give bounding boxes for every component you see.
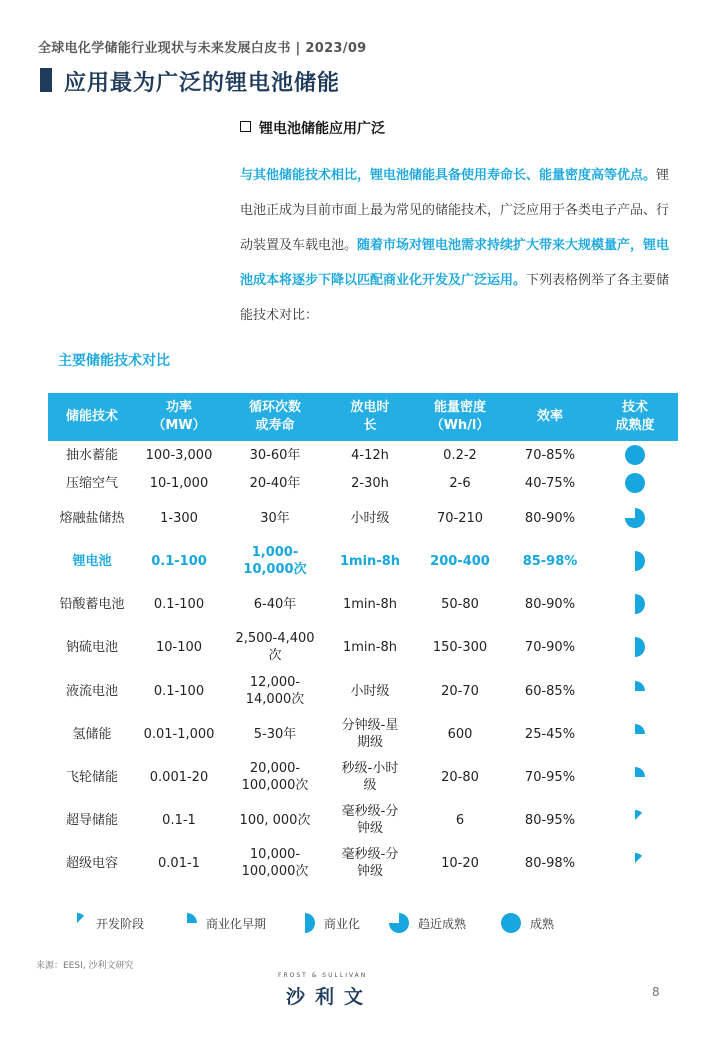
cell-density: 150-300 bbox=[432, 639, 488, 655]
maturity-pie-icon bbox=[624, 680, 646, 702]
maturity-pie-icon bbox=[624, 472, 646, 494]
table-row bbox=[48, 713, 678, 755]
cell-cycles: 1,000- 10,000次 bbox=[243, 545, 307, 577]
cell-duration: 1min-8h bbox=[343, 596, 397, 612]
cell-duration: 4-12h bbox=[351, 447, 389, 463]
header-duration: 放电时 长 bbox=[328, 393, 412, 441]
cell-efficiency: 70-90% bbox=[524, 639, 576, 655]
title-accent-bar bbox=[40, 68, 52, 92]
cell-cycles: 2,500-4,400 次 bbox=[235, 631, 315, 663]
page-title: 应用最为广泛的锂电池储能 bbox=[64, 71, 341, 96]
cell-duration: 小时级 bbox=[350, 510, 390, 526]
cell-efficiency: 60-85% bbox=[524, 683, 576, 699]
report-title: 全球电化学储能行业现状与未来发展白皮书 | 2023/09 bbox=[38, 41, 367, 56]
cell-maturity bbox=[592, 539, 678, 583]
maturity-pie-icon bbox=[624, 444, 646, 466]
cell-power: 0.1-100 bbox=[153, 596, 205, 612]
legend-label: 开发阶段 bbox=[96, 916, 145, 931]
cell-density: 10-20 bbox=[441, 855, 479, 871]
cell-cycles: 20,000- 100,000次 bbox=[241, 761, 309, 793]
cell-maturity bbox=[592, 841, 678, 885]
cell-power: 0.1-100 bbox=[151, 553, 207, 569]
cell-power: 100-3,000 bbox=[145, 447, 213, 463]
cell-maturity bbox=[592, 799, 678, 841]
cell-power: 0.01-1,000 bbox=[143, 726, 215, 742]
cell-efficiency: 40-75% bbox=[524, 475, 576, 491]
cell-efficiency: 70-85% bbox=[524, 447, 576, 463]
header-tech: 储能技术 bbox=[48, 393, 136, 441]
logo: 沙利文 bbox=[286, 986, 374, 1008]
table-row bbox=[48, 497, 678, 539]
maturity-legend bbox=[66, 912, 666, 938]
cell-maturity bbox=[592, 669, 678, 713]
cell-tech: 氢储能 bbox=[72, 726, 112, 742]
maturity-pie-icon bbox=[624, 550, 646, 572]
cell-duration: 1min-8h bbox=[343, 639, 397, 655]
legend-item bbox=[388, 912, 466, 934]
cell-maturity bbox=[592, 497, 678, 539]
legend-label: 成熟 bbox=[530, 916, 555, 931]
intro-paragraph bbox=[240, 158, 680, 333]
cell-duration: 分钟级-星 期级 bbox=[341, 718, 399, 750]
cell-duration: 毫秒级-分 钟级 bbox=[341, 804, 399, 836]
header-cycles: 循环次数 或寿命 bbox=[222, 393, 328, 441]
section-heading bbox=[240, 118, 385, 138]
table-row bbox=[48, 539, 678, 583]
cell-power: 10-1,000 bbox=[149, 475, 209, 491]
cell-tech: 超级电容 bbox=[65, 855, 118, 871]
cell-maturity bbox=[592, 713, 678, 755]
header-efficiency: 效率 bbox=[508, 393, 592, 441]
cell-duration: 秒级-小时 级 bbox=[341, 761, 399, 793]
cell-density: 70-210 bbox=[436, 510, 484, 526]
cell-tech: 熔融盐储热 bbox=[59, 510, 125, 526]
cell-cycles: 12,000- 14,000次 bbox=[245, 675, 305, 707]
cell-efficiency: 25-45% bbox=[524, 726, 576, 742]
cell-density: 20-80 bbox=[441, 769, 479, 785]
legend-item bbox=[500, 912, 554, 934]
comparison-table bbox=[48, 393, 678, 885]
maturity-pie-icon bbox=[624, 766, 646, 788]
section-heading-text: 锂电池储能应用广泛 bbox=[259, 121, 385, 137]
cell-tech: 钠硫电池 bbox=[65, 639, 118, 655]
cell-cycles: 10,000- 100,000次 bbox=[241, 847, 309, 879]
cell-density: 0.2-2 bbox=[443, 447, 477, 463]
legend-label: 趋近成熟 bbox=[418, 916, 467, 931]
cell-efficiency: 85-98% bbox=[522, 553, 578, 569]
cell-tech: 飞轮储能 bbox=[65, 769, 118, 785]
cell-duration: 2-30h bbox=[351, 475, 389, 491]
table-row bbox=[48, 625, 678, 669]
header-density: 能量密度 （Wh/l） bbox=[412, 393, 508, 441]
table-row bbox=[48, 799, 678, 841]
cell-cycles: 6-40年 bbox=[253, 596, 297, 612]
legend-label: 商业化早期 bbox=[206, 916, 267, 931]
cell-power: 1-300 bbox=[160, 510, 198, 526]
cell-cycles: 100, 000次 bbox=[239, 812, 311, 828]
para-highlight-1: 与其他储能技术相比，锂电池储能具备使用寿命长、能量密度高等优点。 bbox=[240, 168, 657, 183]
header-maturity: 技术 成熟度 bbox=[592, 393, 678, 441]
table-row bbox=[48, 669, 678, 713]
table-row bbox=[48, 755, 678, 799]
cell-power: 0.1-1 bbox=[162, 812, 196, 828]
cell-tech: 超导储能 bbox=[65, 812, 118, 828]
maturity-pie-icon bbox=[388, 912, 410, 934]
cell-maturity bbox=[592, 625, 678, 669]
cell-duration: 毫秒级-分 钟级 bbox=[341, 847, 399, 879]
cell-tech: 锂电池 bbox=[72, 553, 112, 569]
cell-maturity bbox=[592, 755, 678, 799]
cell-tech: 压缩空气 bbox=[65, 475, 118, 491]
cell-density: 6 bbox=[455, 812, 465, 828]
table-row bbox=[48, 583, 678, 625]
maturity-pie-icon bbox=[624, 593, 646, 615]
legend-item bbox=[294, 912, 360, 934]
maturity-pie-icon bbox=[294, 912, 316, 934]
cell-cycles: 5-30年 bbox=[253, 726, 297, 742]
cell-cycles: 20-40年 bbox=[249, 475, 301, 491]
table-row bbox=[48, 441, 678, 469]
page-number: 8 bbox=[652, 985, 660, 999]
cell-tech: 铅酸蓄电池 bbox=[59, 596, 125, 612]
maturity-pie-icon bbox=[66, 912, 88, 934]
cell-efficiency: 80-98% bbox=[524, 855, 576, 871]
cell-efficiency: 80-90% bbox=[524, 510, 576, 526]
cell-maturity bbox=[592, 441, 678, 469]
cell-density: 20-70 bbox=[441, 683, 479, 699]
cell-power: 0.1-100 bbox=[153, 683, 205, 699]
cell-power: 0.01-1 bbox=[158, 855, 200, 871]
cell-efficiency: 70-95% bbox=[524, 769, 576, 785]
maturity-pie-icon bbox=[176, 912, 198, 934]
table-row bbox=[48, 841, 678, 885]
cell-cycles: 30年 bbox=[260, 510, 290, 526]
cell-duration: 小时级 bbox=[350, 683, 390, 699]
legend-item bbox=[176, 912, 266, 934]
cell-density: 2-6 bbox=[449, 475, 471, 491]
legend-item bbox=[66, 912, 144, 934]
cell-efficiency: 80-95% bbox=[524, 812, 576, 828]
cell-density: 600 bbox=[447, 726, 473, 742]
maturity-pie-icon bbox=[624, 723, 646, 745]
para-text-2: 下列表格例举了各主要储能技术对比： bbox=[240, 273, 670, 323]
cell-power: 0.001-20 bbox=[149, 769, 209, 785]
maturity-pie-icon bbox=[624, 507, 646, 529]
maturity-pie-icon bbox=[624, 852, 646, 874]
cell-density: 50-80 bbox=[441, 596, 479, 612]
maturity-pie-icon bbox=[624, 809, 646, 831]
para-highlight-2: 随着市场对锂电池需求持续扩大带来大规模量产，锂电池成本将逐步下降以匹配商业化开发及广泛运用。 bbox=[240, 238, 670, 288]
maturity-pie-icon bbox=[624, 636, 646, 658]
header-power: 功率 （MW） bbox=[136, 393, 222, 441]
source-note: 来源：EESI, 沙利文研究 bbox=[36, 961, 134, 971]
checkbox-bullet-icon bbox=[240, 121, 251, 132]
logo-subtext: FROST & SULLIVAN bbox=[278, 972, 368, 979]
cell-tech: 抽水蓄能 bbox=[65, 447, 118, 463]
table-header-row bbox=[48, 393, 678, 441]
maturity-pie-icon bbox=[500, 912, 522, 934]
cell-maturity bbox=[592, 469, 678, 497]
cell-tech: 液流电池 bbox=[65, 683, 118, 699]
para-text-1: 锂电池正成为目前市面上最为常见的储能技术，广泛应用于各类电子产品、行动装置及车载电池。 bbox=[240, 168, 670, 253]
cell-duration: 1min-8h bbox=[340, 553, 400, 569]
table-title: 主要储能技术对比 bbox=[58, 353, 170, 369]
table-row bbox=[48, 469, 678, 497]
cell-maturity bbox=[592, 583, 678, 625]
legend-label: 商业化 bbox=[324, 916, 361, 931]
cell-cycles: 30-60年 bbox=[249, 447, 301, 463]
cell-efficiency: 80-90% bbox=[524, 596, 576, 612]
cell-density: 200-400 bbox=[430, 553, 490, 569]
table-body bbox=[48, 441, 678, 885]
cell-power: 10-100 bbox=[155, 639, 203, 655]
